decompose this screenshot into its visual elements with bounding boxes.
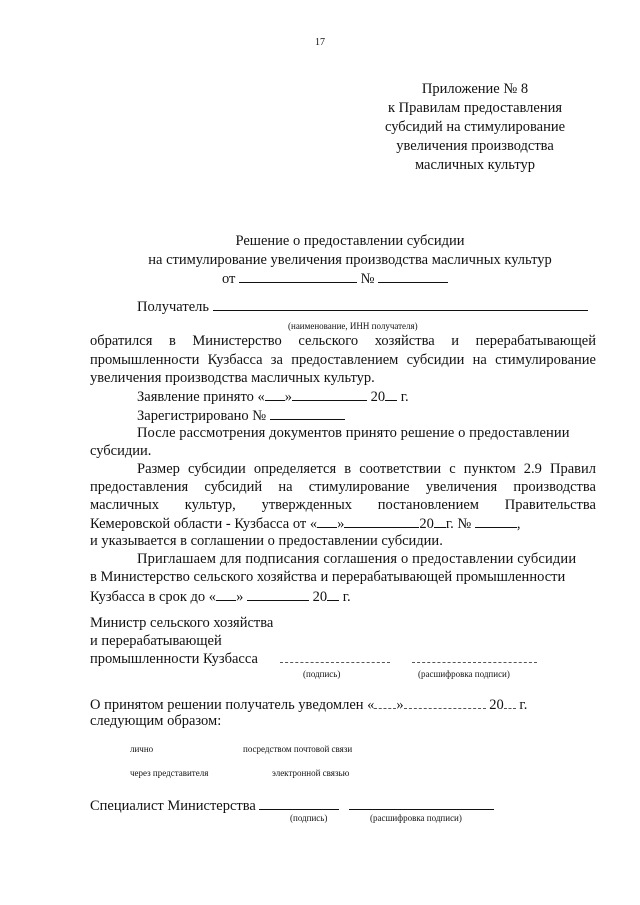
- application-year: 20: [370, 389, 386, 405]
- title-line-1: Решение о предоставлении субсидии: [235, 233, 465, 249]
- body-line: увеличения производства масличных культур.: [90, 370, 375, 386]
- body-line: в Министерство сельского хозяйства и перерабатывающей промышленности: [90, 569, 566, 585]
- deadline-suffix: г.: [342, 589, 351, 605]
- body-line: [137, 461, 596, 478]
- number-field[interactable]: [378, 270, 448, 283]
- specialist-decode-hint: (расшифровка подписи): [370, 813, 462, 823]
- deadline-day-field[interactable]: [216, 588, 236, 601]
- application-mid: »: [284, 389, 292, 405]
- specialist-signature-field[interactable]: [259, 797, 339, 810]
- body-line: и указывается в соглашении о предоставлении субсидии.: [90, 533, 443, 549]
- application-suffix: г.: [400, 389, 409, 405]
- word: хозяйства: [374, 333, 435, 349]
- application-prefix: Заявление принято «: [137, 389, 265, 405]
- word: на: [278, 479, 293, 495]
- word: стимулирование: [308, 479, 410, 495]
- specialist-sign-hint: (подпись): [290, 813, 328, 823]
- word: Кузбасса: [207, 352, 263, 368]
- word: пунктом: [463, 461, 516, 477]
- body-line: субсидии.: [90, 443, 152, 459]
- application-line: [137, 388, 409, 406]
- word: в: [168, 333, 176, 349]
- word: соответствии: [359, 461, 442, 477]
- resolution-year: 20: [419, 516, 434, 532]
- resolution-number-field[interactable]: [475, 515, 517, 528]
- notification-line-2: следующим образом:: [90, 713, 222, 729]
- page-number: 17: [315, 37, 325, 48]
- word: с: [449, 461, 456, 477]
- word: увеличения: [425, 479, 498, 495]
- notification-line: [90, 697, 527, 714]
- word: постановлением: [377, 497, 479, 513]
- word: на: [472, 352, 487, 368]
- minister-decode-hint: (расшифровка подписи): [418, 669, 510, 679]
- deadline-month-field[interactable]: [247, 588, 309, 601]
- option-representative[interactable]: через представителя: [130, 768, 209, 778]
- appendix-line: увеличения производства: [396, 138, 554, 154]
- word: перерабатывающей: [475, 333, 596, 349]
- minister-line-1: Министр сельского хозяйства: [90, 615, 274, 631]
- specialist-label: Специалист Министерства: [90, 798, 256, 814]
- registered-line: [137, 407, 345, 425]
- recipient-hint: (наименование, ИНН получателя): [288, 321, 418, 331]
- appendix-header: [350, 80, 600, 175]
- deadline-mid: »: [236, 589, 244, 605]
- title-date-line: [30, 270, 640, 289]
- application-month-field[interactable]: [292, 388, 367, 401]
- recipient-label: Получатель: [137, 299, 209, 315]
- appendix-line: масличных культур: [414, 157, 535, 173]
- specialist-decode-field[interactable]: [349, 797, 494, 810]
- notification-year-field[interactable]: [504, 698, 516, 709]
- deadline-year-field[interactable]: [327, 588, 339, 601]
- number-prefix: №: [360, 271, 375, 287]
- word: производства: [513, 479, 596, 495]
- word: в: [344, 461, 352, 477]
- body-line: [90, 352, 596, 369]
- resolution-day-field[interactable]: [317, 515, 337, 528]
- resolution-prefix: Кемеровской области - Кузбасса от «: [90, 516, 318, 532]
- minister-signature-field[interactable]: [280, 652, 390, 663]
- appendix-line: субсидий на стимулирование: [384, 119, 566, 135]
- registered-number-field[interactable]: [270, 407, 345, 420]
- deadline-line: [90, 588, 351, 606]
- word: и: [451, 333, 460, 349]
- word: определяется: [253, 461, 337, 477]
- word: обратился: [90, 333, 153, 349]
- word: Министерство: [192, 333, 282, 349]
- notification-year: 20: [489, 697, 504, 713]
- resolution-end: ,: [516, 516, 521, 532]
- resolution-date-line: [90, 515, 521, 533]
- body-line: [90, 479, 596, 496]
- notification-mid: »: [396, 697, 404, 713]
- date-field[interactable]: [239, 270, 357, 283]
- word: утвержденных: [261, 497, 352, 513]
- notification-prefix: О принятом решении получатель уведомлен «: [90, 697, 375, 713]
- minister-decode-field[interactable]: [412, 652, 537, 663]
- option-mail[interactable]: посредством почтовой связи: [243, 744, 353, 754]
- word: Правительства: [504, 497, 596, 513]
- option-personally[interactable]: лично: [130, 744, 154, 754]
- word: промышленности: [90, 352, 200, 368]
- word: масличных: [90, 497, 159, 513]
- word: сельского: [298, 333, 359, 349]
- deadline-year: 20: [312, 589, 328, 605]
- notification-suffix: г.: [519, 697, 528, 713]
- application-day-field[interactable]: [265, 388, 285, 401]
- registered-label: Зарегистрировано №: [137, 408, 267, 424]
- minister-line-3: промышленности Кузбасса: [90, 651, 258, 667]
- body-line: После рассмотрения документов принято решение о предоставлении: [137, 425, 570, 441]
- minister-sign-hint: (подпись): [303, 669, 341, 679]
- notification-month-field[interactable]: [404, 698, 486, 709]
- word: 2.9: [523, 461, 542, 477]
- body-line: [90, 497, 596, 514]
- application-year-field[interactable]: [385, 388, 397, 401]
- word: Размер: [137, 461, 180, 477]
- recipient-field[interactable]: [213, 298, 588, 311]
- word: культур,: [184, 497, 236, 513]
- body-line: Приглашаем для подписания соглашения о предоставлении субсидии: [137, 551, 577, 567]
- word: субсидий: [204, 479, 263, 495]
- minister-line-2: и перерабатывающей: [90, 633, 222, 649]
- word: за: [270, 352, 283, 368]
- appendix-line: к Правилам предоставления: [387, 100, 563, 116]
- resolution-number-label: г. №: [445, 516, 472, 532]
- option-electronic[interactable]: электронной связью: [272, 768, 350, 778]
- resolution-mid: »: [337, 516, 345, 532]
- word: стимулирование: [495, 352, 596, 368]
- notification-day-field[interactable]: [374, 698, 396, 709]
- date-prefix: от: [221, 271, 236, 287]
- body-line: [90, 333, 596, 350]
- recipient-row: [137, 298, 588, 316]
- word: Правил: [549, 461, 596, 477]
- deadline-prefix: Кузбасса в срок до «: [90, 589, 217, 605]
- word: предоставления: [90, 479, 189, 495]
- word: предоставлением: [291, 352, 399, 368]
- word: субсидии: [187, 461, 246, 477]
- appendix-line: Приложение № 8: [421, 81, 529, 97]
- resolution-year-field[interactable]: [434, 515, 446, 528]
- resolution-month-field[interactable]: [344, 515, 419, 528]
- document-title: [60, 232, 640, 289]
- word: субсидии: [406, 352, 465, 368]
- title-line-2: на стимулирование увеличения производства масличных культур: [148, 252, 552, 268]
